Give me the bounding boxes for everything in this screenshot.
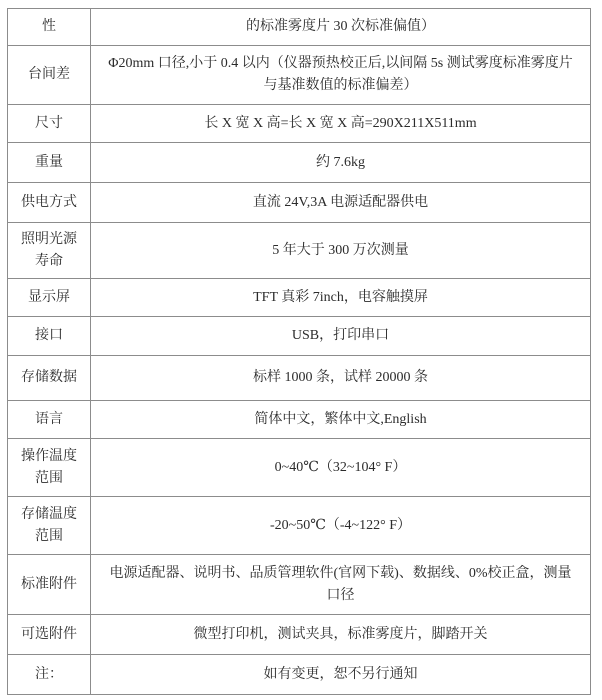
spec-value: 0~40℃（32~104° F） (274, 459, 407, 475)
spec-label: 重量 (8, 143, 91, 182)
table-row (8, 614, 590, 654)
spec-value: USB，打印串口 (291, 328, 390, 344)
spec-value: 标样 1000 条，试样 20000 条 (253, 370, 428, 386)
spec-value: 长 X 宽 X 高=长 X 宽 X 高=290X211X511mm (204, 115, 477, 131)
table-row (8, 9, 590, 45)
table-row (8, 438, 590, 496)
table-row (8, 182, 590, 222)
spec-label: 注： (8, 655, 91, 694)
spec-value: 约 7.6kg (316, 154, 365, 170)
spec-value: TFT 真彩 7inch，电容触摸屏 (253, 289, 428, 305)
spec-value: Φ20mm 口径,小于 0.4 以内（仪器预热校正后,以间隔 5s 测试雾度标准雾度片与基准数值的标准偏差） (108, 56, 573, 93)
table-row (8, 142, 590, 182)
spec-value: 电源适配器、说明书、品质管理软件(官网下载)、数据线、0%校正盒，测量口径 (109, 565, 572, 603)
table-row (8, 355, 590, 400)
spec-label: 接口 (8, 317, 91, 355)
table-row (8, 400, 590, 438)
table-row (8, 496, 590, 554)
table-row (8, 104, 590, 142)
table-row (8, 45, 590, 104)
spec-value: 如有变更，恕不另行通知 (263, 666, 418, 682)
spec-label: 性 (8, 9, 91, 45)
spec-value: 微型打印机，测试夹具，标准雾度片，脚踏开关 (193, 626, 488, 642)
spec-label: 存储温度范围 (8, 497, 91, 554)
spec-label: 照明光源寿命 (8, 223, 91, 278)
spec-label: 尺寸 (8, 105, 91, 142)
spec-label: 标准附件 (8, 555, 91, 614)
table-row (8, 278, 590, 316)
spec-label: 操作温度范围 (8, 439, 91, 496)
table-row (8, 222, 590, 278)
spec-label: 供电方式 (8, 183, 91, 222)
spec-table (7, 8, 591, 695)
spec-value: 简体中文，繁体中文,English (254, 411, 427, 427)
spec-label: 台间差 (8, 46, 91, 104)
table-row (8, 316, 590, 355)
spec-value: 的标准雾度片 30 次标准偏值） (246, 19, 435, 35)
spec-value: 直流 24V,3A 电源适配器供电 (252, 194, 429, 210)
spec-label: 语言 (8, 401, 91, 438)
spec-label: 可选附件 (8, 615, 91, 654)
table-row (8, 554, 590, 614)
spec-label: 显示屏 (8, 279, 91, 316)
table-row (8, 654, 590, 694)
spec-label: 存储数据 (8, 356, 91, 400)
spec-value: -20~50℃（-4~122° F） (269, 517, 412, 533)
spec-value: 5 年大于 300 万次测量 (272, 242, 409, 258)
